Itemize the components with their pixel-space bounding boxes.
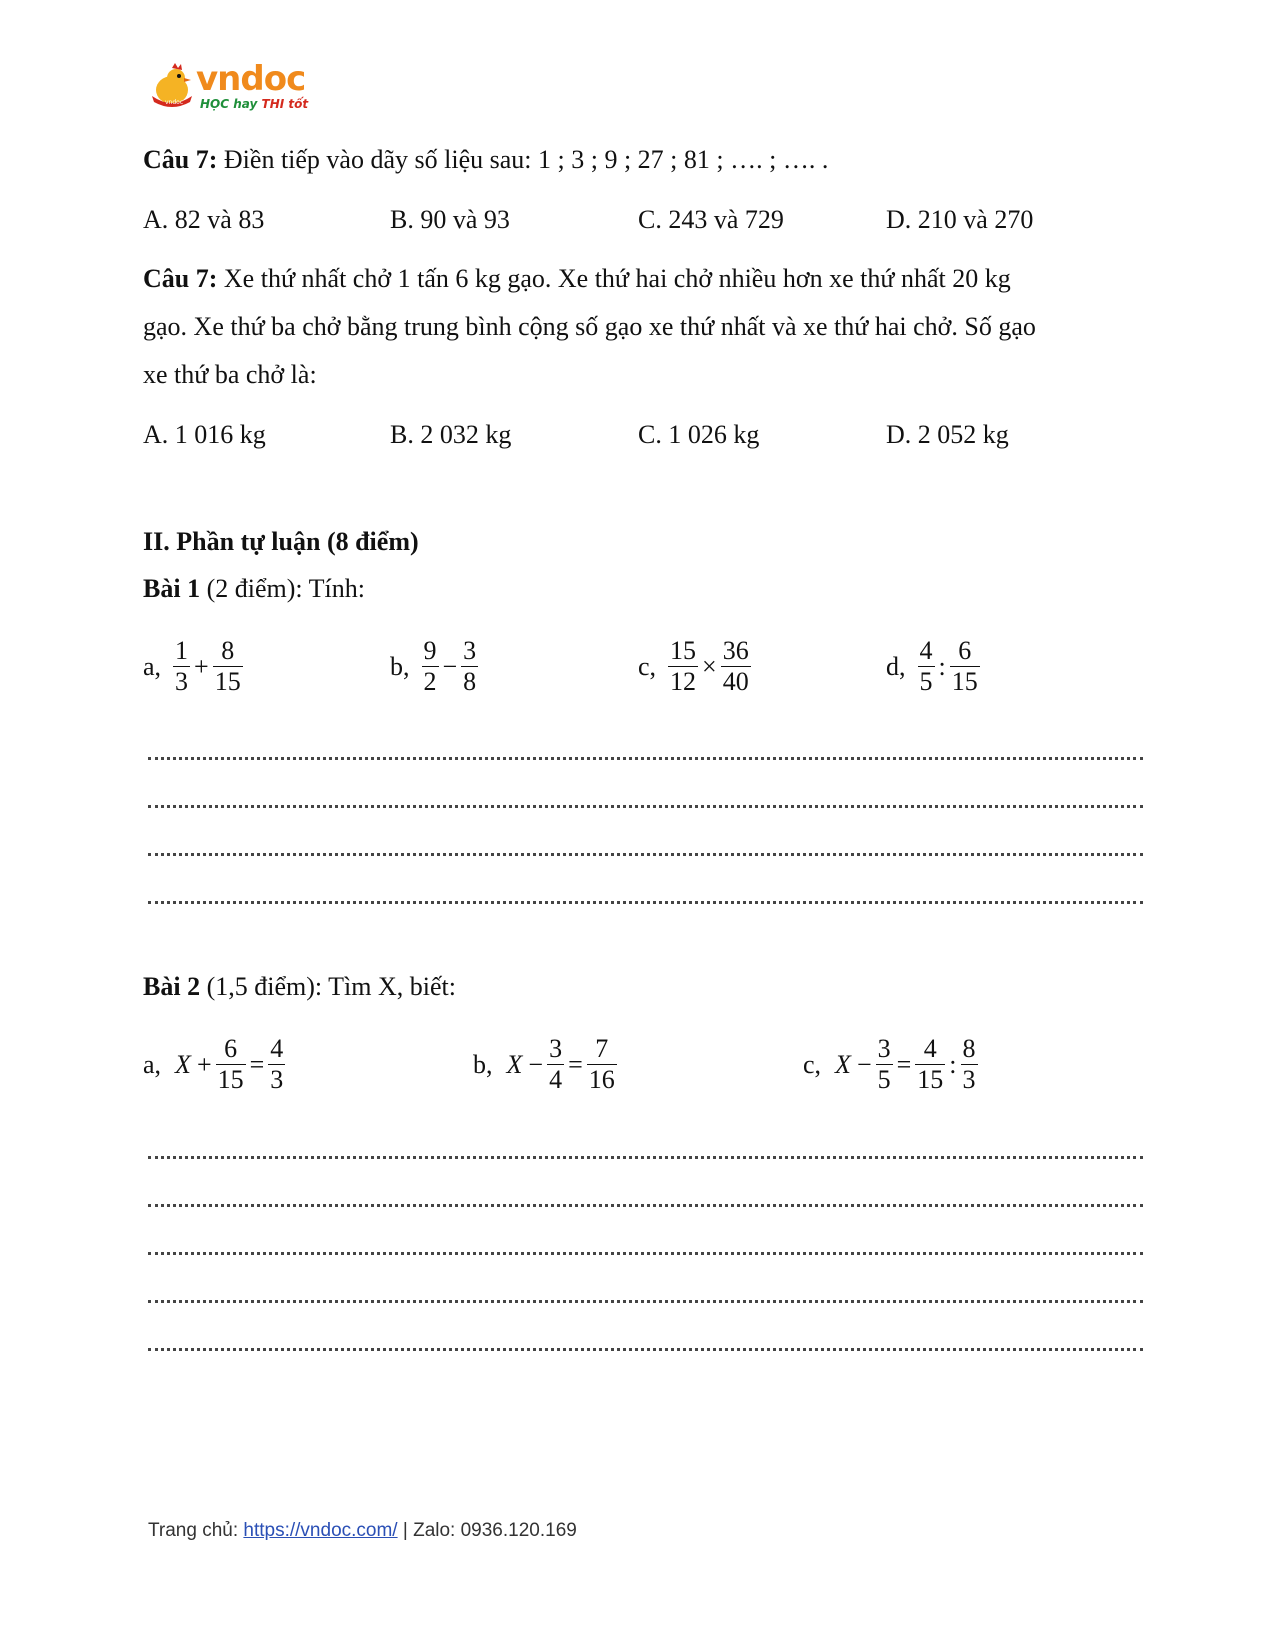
question-text: Xe thứ nhất chở 1 tấn 6 kg gạo. Xe thứ hai chở nhiều hơn xe thứ nhất 20 kg [223,264,1011,293]
footer-contact: | Zalo: 0936.120.169 [397,1520,577,1541]
page-footer [148,1520,577,1542]
exercise-instruction: (1,5 điểm): Tìm X, biết: [200,972,456,1001]
option-d: D. 2 052 kg [886,420,1009,449]
homepage-link[interactable]: https://vndoc.com/ [243,1520,398,1541]
exercise-label: Bài 2 [143,972,201,1001]
answer-line[interactable] [148,733,1143,760]
question-7b-line3: xe thứ ba chở là: [143,360,317,389]
answer-line[interactable] [148,1228,1143,1255]
brand-tagline: HỌC hay THI tốt [200,97,309,111]
vndoc-logo [148,60,318,120]
answer-line[interactable] [148,1180,1143,1207]
question-label: Câu 7: [143,145,218,174]
exercise-2b: b, X − $\frac{3}{4}$ = $\frac{7}{16}$ [473,1034,615,1094]
answer-line[interactable] [148,829,1143,856]
svg-text:vndoc: vndoc [165,99,184,106]
option-b: B. 90 và 93 [390,205,510,234]
footer-label: Trang chủ: [148,1520,244,1541]
answer-line[interactable] [148,1132,1143,1159]
option-a: A. 1 016 kg [143,420,266,449]
answer-line[interactable] [148,877,1143,904]
chicken-mascot-icon [148,62,196,110]
question-text: Điền tiếp vào dãy số liệu sau: 1 ; 3 ; 9 ; 27 ; 81 ; …. ; …. . [223,145,829,174]
question-label: Câu 7: [143,264,218,293]
exercise-1c: c, $\frac{15}{12}$ × $\frac{36}{40}$ [638,636,749,696]
brand-wordmark: vndoc [196,59,306,99]
option-c: C. 1 026 kg [638,420,760,449]
exercise-1-heading [143,574,365,604]
option-b: B. 2 032 kg [390,420,512,449]
option-d: D. 210 và 270 [886,205,1034,234]
section-title: II. Phần tự luận (8 điểm) [143,527,419,556]
answer-line[interactable] [148,1276,1143,1303]
exercise-2c: c, X − $\frac{3}{5}$ = $\frac{4}{15}$ : $\frac{8}{3}$ [803,1034,976,1094]
option-a: A. 82 và 83 [143,205,265,234]
exercise-1a: a, $\frac{1}{3}$ + $\frac{8}{15}$ [143,636,241,696]
exercise-2-heading [143,972,456,1002]
exercise-1d: d, $\frac{4}{5}$ : $\frac{6}{15}$ [886,636,978,696]
answer-line[interactable] [148,781,1143,808]
question-7b-line1 [143,264,1011,294]
answer-line[interactable] [148,1324,1143,1351]
exercise-label: Bài 1 [143,574,201,603]
option-c: C. 243 và 729 [638,205,784,234]
exercise-instruction: (2 điểm): Tính: [200,574,365,603]
exercise-2a: a, X + $\frac{6}{15}$ = $\frac{4}{3}$ [143,1034,284,1094]
question-7a [143,145,828,175]
question-7b-line2: gạo. Xe thứ ba chở bằng trung bình cộng số gạo xe thứ nhất và xe thứ hai chở. Số gạo [143,312,1036,341]
exercise-1b: b, $\frac{9}{2}$ − $\frac{3}{8}$ [390,636,477,696]
